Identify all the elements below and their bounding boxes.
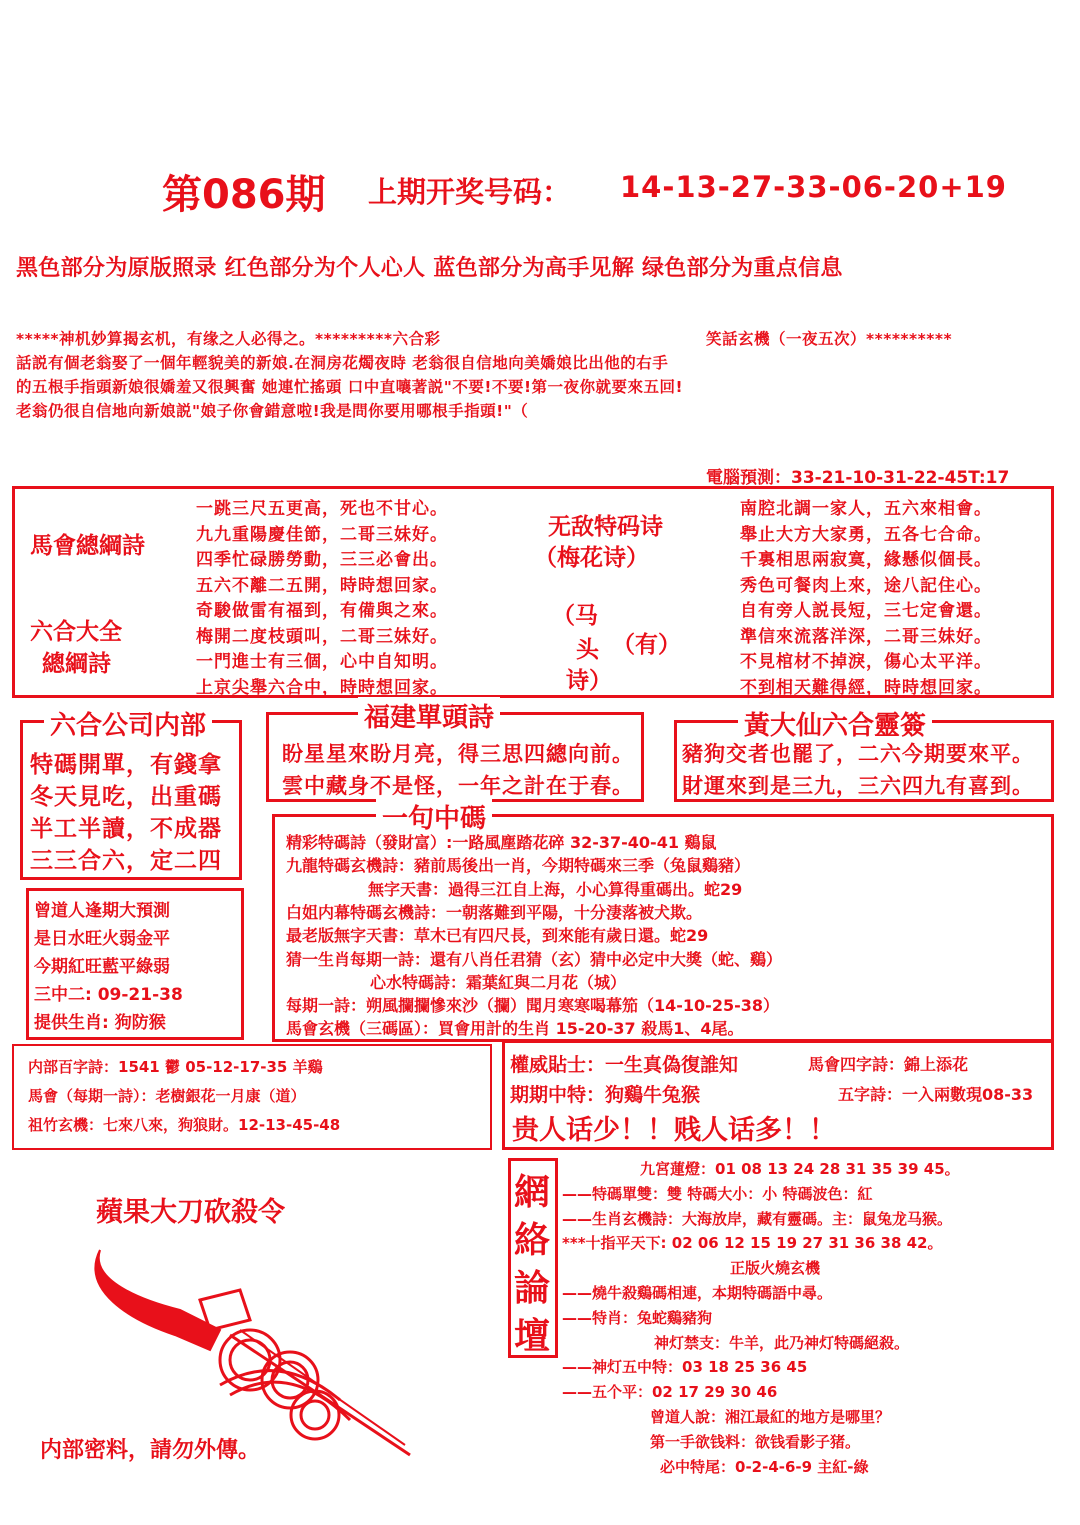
left-poem-line: 五六不離二五開，時時想回家。: [196, 575, 448, 596]
right-poem-line: 不見棺材不掉淚，傷心太平洋。: [740, 652, 992, 672]
left-poem-line: 一跳三尺五更高，死也不甘心。: [196, 499, 448, 519]
color-legend: 黑色部分为原版照录 红色部分为个人心人 蓝色部分为高手见解 绿色部分为重点信息: [16, 256, 843, 281]
forum-line: ——神灯五中特：03 18 25 36 45: [562, 1358, 808, 1377]
forum-vertical-char: 論: [514, 1267, 551, 1309]
last-draw-numbers: 14-13-27-33-06-20+19: [620, 170, 1007, 204]
right-poem-line: 南腔北調一家人，五六來相會。: [740, 499, 992, 519]
tao-line: 提供生肖: 狗防猴: [34, 1013, 166, 1033]
forum-line: 必中特尾：0-2-4-6-9 主紅-綠: [660, 1457, 869, 1476]
company-line: 特碼開單，有錢拿: [30, 751, 222, 778]
forum-vertical-char: 網: [514, 1171, 551, 1213]
every-issue-special: 期期中特：狗鷄牛兔猴: [510, 1084, 701, 1106]
computer-prediction: 電腦預測：33-21-10-31-22-45T:17: [706, 468, 1010, 488]
authority-tip: 權威貼士：一生真偽復誰知: [510, 1054, 739, 1076]
company-box-title: 六合公司内部: [44, 705, 212, 742]
five-char-poem: 五字詩：一入兩數現08-33: [838, 1085, 1034, 1104]
sentence-line: 心水特碼詩：霜葉紅與二月花（城）: [370, 972, 627, 992]
sentence-line: 馬會玄機（三碼區）：買會用計的生肖 15-20-37 殺馬1、4尾。: [286, 1019, 744, 1039]
company-line: 冬天見吃，出重碼: [30, 783, 222, 810]
left-poem-line: 上京尖舉六合中，時時想回家。: [196, 677, 448, 698]
story-line-1: 話説有個老翁娶了一個年輕貌美的新娘.在洞房花燭夜時 老翁很自信地向美嬌娘比出他的右手: [16, 354, 669, 372]
left-poem-line: 九九重陽慶佳節，二哥三妹好。: [196, 524, 448, 545]
liuhe-poem-label-b: 總綱詩: [42, 650, 111, 677]
left-poem-line: 四季忙碌勝勞動，三三必會出。: [196, 550, 448, 570]
internal-line: 馬會（每期一詩）：老樹銀花一月康（道）: [28, 1087, 306, 1105]
sentence-line: 無字天書：過得三江自上海，小心算得重碼出。蛇29: [368, 879, 743, 899]
sentence-line: 每期一詩：朔風攔攔慘來沙（攔）聞月寒寒喝幕笳（14-10-25-38）: [286, 996, 779, 1016]
forum-line: ——特肖：兔蛇鷄豬狗: [562, 1308, 713, 1327]
fujian-line-2: 雲中藏身不是怪，一年之計在于春。: [282, 774, 634, 798]
forum-line: 曾道人說：湘江最紅的地方是哪里？: [650, 1408, 891, 1426]
sentence-line: 猜一生肖每期一詩：還有八肖任君猜（玄）猜中必定中大獎（蛇、鷄）: [286, 949, 783, 969]
horse-note-d: （有）: [612, 632, 681, 658]
tao-line: 是日水旺火弱金平: [34, 929, 170, 949]
forum-line: 神灯禁支：牛羊，此乃神灯特碼絕殺。: [654, 1333, 910, 1352]
left-poem-line: 梅開二度枝頭叫，二哥三妹好。: [196, 626, 448, 647]
right-poem-line: 舉止大方大家勇，五各七合命。: [740, 524, 992, 545]
sentence-line: 最老版無字天書：草木已有四尺長，到來能有歲日還。蛇29: [286, 926, 709, 946]
forum-line: ——生肖玄機詩：大海放岸，藏有靈碼。主：鼠兔龙马猴。: [562, 1209, 953, 1228]
right-poem-line: 千裏相思兩寂寞，緣懸似個長。: [740, 550, 992, 570]
forum-vertical-char: 絡: [514, 1219, 551, 1261]
fujian-box-title: 福建單頭詩: [358, 697, 500, 734]
liuhe-poem-label-a: 六合大全: [30, 618, 122, 645]
left-poem-line: 奇駿做雷有福到，有備與之來。: [196, 601, 448, 621]
slogan: 贵人话少！！贱人话多！！: [512, 1115, 836, 1146]
horse-note-b: 头: [576, 637, 599, 663]
forum-line: 第一手欲钱料：欲钱看影子猪。: [650, 1432, 861, 1451]
wong-line-1: 豬狗交者也罷了，二六今期要來平。: [682, 742, 1034, 766]
one-sentence-title: 一句中碼: [376, 798, 492, 835]
sentence-line: 九龍特碼玄機詩：豬前馬後出一肖，今期特碼來三季（兔鼠鷄豬）: [286, 856, 751, 876]
horse-note-a: （马: [552, 603, 598, 629]
wong-tai-sin-title: 黃大仙六合靈簽: [738, 705, 932, 742]
story-line-2: 的五根手指頭新娘很嬌羞又很興奮 她連忙搖頭 口中直嚷著説"不要!不要!第一夜你就要來五回!: [16, 378, 684, 396]
horse-club-poem-label: 馬會總綱詩: [30, 532, 145, 559]
forum-line: ——特碼單雙：雙 特碼大小：小 特碼波色：紅: [562, 1184, 873, 1203]
invincible-poem-title: 无敌特码诗: [548, 513, 663, 540]
internal-line: 祖竹玄機：七來八來，狗狼財。12-13-45-48: [28, 1116, 341, 1134]
forum-line: 九宮蓮燈：01 08 13 24 28 31 35 39 45。: [640, 1160, 960, 1178]
left-poem-line: 一門進士有三個，心中自知明。: [196, 652, 448, 672]
forum-line: 正版火燒玄機: [730, 1259, 821, 1278]
last-draw-label: 上期开奖号码：: [368, 175, 572, 209]
right-poem-line: 不到相天難得經，時時想回家。: [740, 677, 992, 698]
forum-line: ***十指平天下: 02 06 12 15 19 27 31 36 38 42。: [562, 1234, 943, 1253]
wong-line-2: 財運來到是三九，三六四九有喜到。: [682, 774, 1034, 798]
horse-note-c: 诗）: [566, 668, 612, 694]
internal-line: 内部百字詩：1541 鬱 05-12-17-35 羊鷄: [28, 1058, 323, 1076]
fujian-line-1: 盼星星來盼月亮，得三思四總向前。: [282, 742, 634, 766]
company-line: 半工半讀，不成器: [30, 815, 222, 842]
knife-illustration-icon: [80, 1230, 420, 1460]
sentence-line: 白姐内幕特碼玄機詩：一朝落難到平陽，十分淒落被犬欺。: [286, 902, 703, 922]
right-poem-line: 自有旁人説長短，三七定會還。: [740, 601, 992, 621]
horse-four-char-poem: 馬會四字詩：錦上添花: [808, 1055, 969, 1074]
story-intro: *****神机妙算揭玄机，有缘之人必得之。*********六合彩: [16, 330, 441, 348]
forum-vertical-char: 壇: [514, 1315, 551, 1357]
tao-line: 曾道人逢期大預測: [34, 901, 170, 921]
tao-line: 今期紅旺藍平綠弱: [34, 957, 170, 977]
company-line: 三三合六，定二四: [30, 847, 222, 874]
forum-line: ——燒牛殺鷄碼相連，本期特碼語中尋。: [562, 1284, 833, 1302]
tao-line: 三中二: 09-21-38: [34, 985, 183, 1005]
story-title: 笑話玄機（一夜五次）**********: [706, 330, 953, 348]
right-poem-line: 準信來流落洋深，二哥三妹好。: [740, 626, 992, 647]
issue-number: 第086期: [162, 172, 326, 218]
story-line-3: 老翁仍很自信地向新娘説"娘子你會錯意啦!我是問你要用哪根手指頭!"（: [16, 402, 529, 420]
sentence-line: 精彩特碼詩（發財富）:一路風塵踏花碎 32-37-40-41 鷄鼠: [286, 833, 717, 852]
forum-line: ——五个平：02 17 29 30 46: [562, 1383, 778, 1402]
apple-knife-title: 蘋果大刀砍殺令: [96, 1197, 285, 1228]
plum-poem-title: （梅花诗）: [534, 544, 649, 571]
internal-material-footer: 内部密料，請勿外傳。: [40, 1437, 261, 1463]
right-poem-line: 秀色可餐肉上來，途八記住心。: [740, 575, 992, 596]
